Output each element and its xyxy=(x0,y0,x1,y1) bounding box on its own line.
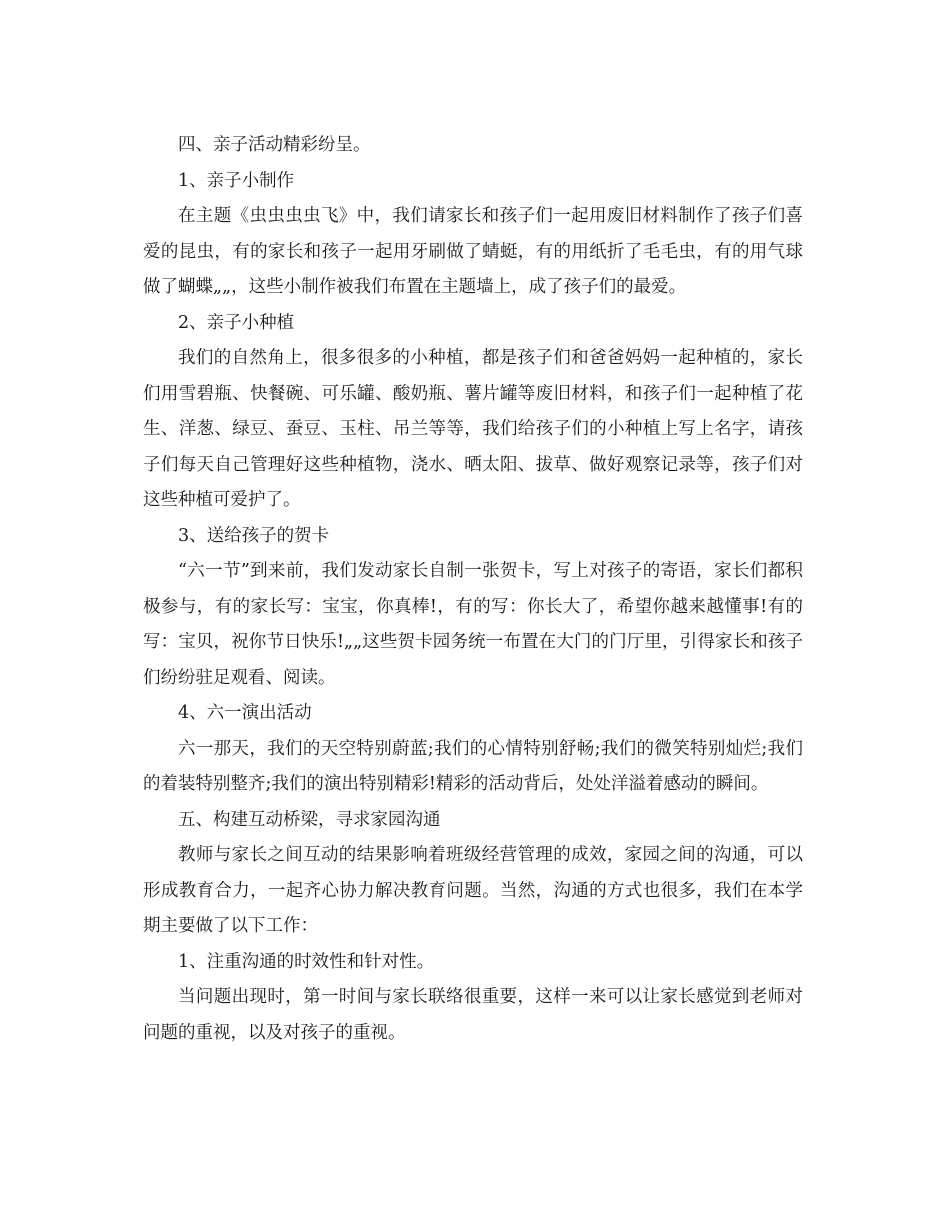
subheading-timeliness: 1、注重沟通的时效性和针对性。 xyxy=(178,951,435,972)
subheading-parent-child-crafts: 1、亲子小制作 xyxy=(178,170,295,191)
section-heading-communication: 五、构建互动桥梁，寻求家园沟通 xyxy=(178,809,441,830)
paragraph-performance: 六一那天，我们的天空特别蔚蓝;我们的心情特别舒畅;我们的微笑特别灿烂;我们的着装特别整齐;我们的演出特别精彩!精彩的活动背后，处处洋溢着感动的瞬间。 xyxy=(143,738,803,794)
paragraph-greeting-cards: “六一节”到来前，我们发动家长自制一张贺卡，写上对孩子的寄语，家长们都积极参与，有的家长写：宝宝，你真棒!，有的写：你长大了，希望你越来越懂事!有的写：宝贝，祝你节日快乐!„„这些贺卡园务统一布置在大门的门厅里，引得家长和孩子们纷纷驻足观看、阅读。 xyxy=(143,561,803,688)
subheading-performance: 4、六一演出活动 xyxy=(178,703,312,723)
paragraph-planting: 我们的自然角上，很多很多的小种植，都是孩子们和爸爸妈妈一起种植的，家长们用雪碧瓶、快餐碗、可乐罐、酸奶瓶、薯片罐等废旧材料，和孩子们一起种植了花生、洋葱、绿豆、蚕豆、玉柱、吊兰等等，我们给孩子们的小种植上写上名字，请孩子们每天自己管理好这些种植物，浇水、晒太阳、拔草、做好观察记录等，孩子们对这些种植可爱护了。 xyxy=(143,348,803,510)
paragraph-crafts: 在主题《虫虫虫虫飞》中，我们请家长和孩子们一起用废旧材料制作了孩子们喜爱的昆虫，有的家长和孩子一起用牙刷做了蜻蜓，有的用纸折了毛毛虫，有的用气球做了蝴蝶„„，这些小制作被我们布置在主题墙上，成了孩子们的最爱。 xyxy=(143,206,803,297)
document-body xyxy=(143,128,803,1051)
paragraph-communication: 教师与家长之间互动的结果影响着班级经营管理的成效，家园之间的沟通，可以形成教育合力，一起齐心协力解决教育问题。当然，沟通的方式也很多，我们在本学期主要做了以下工作： xyxy=(143,845,803,936)
subheading-parent-child-planting: 2、亲子小种植 xyxy=(178,312,295,333)
subheading-greeting-cards: 3、送给孩子的贺卡 xyxy=(178,525,330,546)
section-heading-parent-child-activities: 四、亲子活动精彩纷呈。 xyxy=(178,135,371,155)
paragraph-timeliness: 当问题出现时，第一时间与家长联络很重要，这样一来可以让家长感觉到老师对问题的重视，以及对孩子的重视。 xyxy=(143,987,803,1043)
